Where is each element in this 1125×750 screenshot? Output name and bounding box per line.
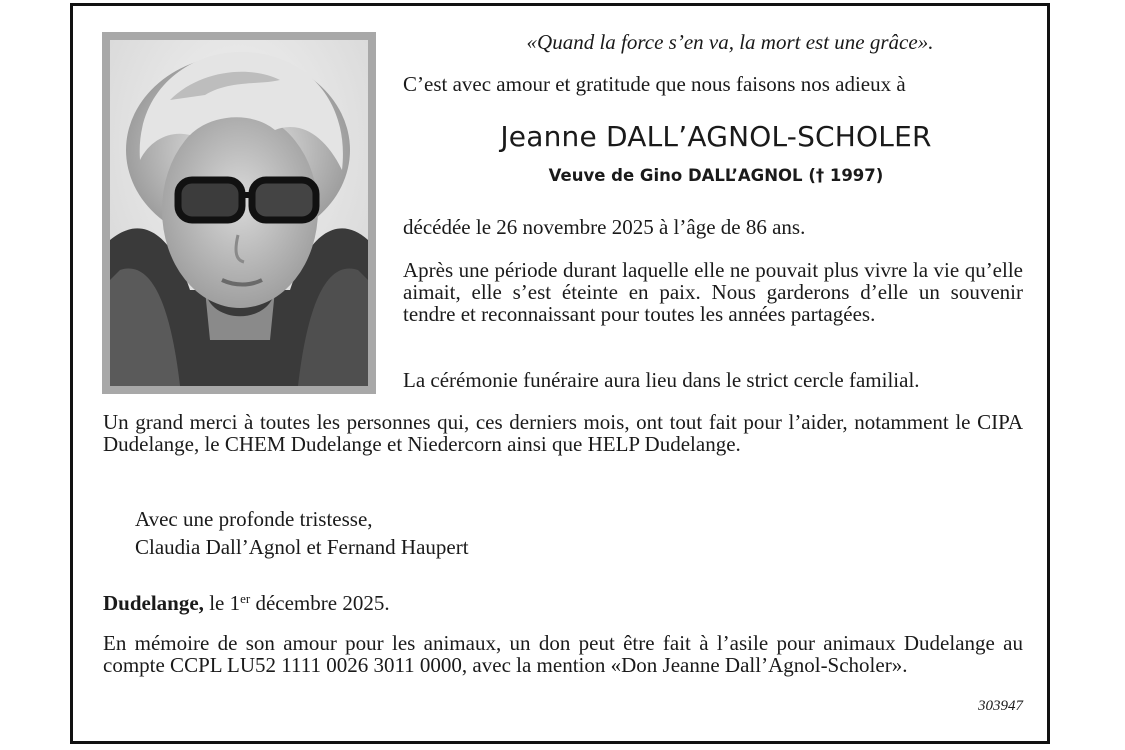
portrait-image — [110, 40, 368, 386]
intro-line: C’est avec amour et gratitude que nous faisons nos adieux à — [403, 72, 906, 96]
donation-paragraph: En mémoire de son amour pour les animaux, un don peut être fait à l’asile pour animaux Dudelange au compte CCPL LU52 1111 0026 3011 0000, avec la mention «Don Jeanne Dall’Agnol-Scholer». — [103, 631, 1023, 677]
sadness-line: Avec une profonde tristesse, — [135, 507, 373, 531]
death-date-line: décédée le 26 novembre 2025 à l’âge de 86 ans. — [403, 215, 806, 239]
reference-number: 303947 — [978, 698, 1023, 714]
date-ordinal: er — [240, 591, 251, 606]
portrait-photo — [102, 32, 376, 394]
place-name: Dudelange, — [103, 591, 204, 615]
deceased-name: Jeanne DALL’AGNOL-SCHOLER — [500, 120, 932, 153]
signatories: Claudia Dall’Agnol et Fernand Haupert — [135, 535, 469, 559]
thanks-paragraph: Un grand merci à toutes les personnes qui, ces derniers mois, ont tout fait pour l’aider, notamment le CIPA Dudelange, le CHEM Dudelange et Niedercorn ainsi que HELP Dudelange. — [103, 410, 1023, 456]
place-date-line — [103, 591, 390, 616]
tribute-paragraph: Après une période durant laquelle elle ne pouvait plus vivre la vie qu’elle aimait, elle s’est éteinte en paix. Nous garderons d’elle un souvenir tendre et reconnaissant pour toutes les années partagées. — [403, 258, 1023, 326]
ceremony-line: La cérémonie funéraire aura lieu dans le strict cercle familial. — [403, 368, 920, 392]
widow-of-line: Veuve de Gino DALL’AGNOL († 1997) — [548, 166, 884, 185]
date-prefix: le 1 — [209, 591, 241, 615]
epitaph-quote: «Quand la force s’en va, la mort est une grâce». — [526, 30, 934, 54]
date-suffix: décembre 2025. — [255, 591, 390, 615]
